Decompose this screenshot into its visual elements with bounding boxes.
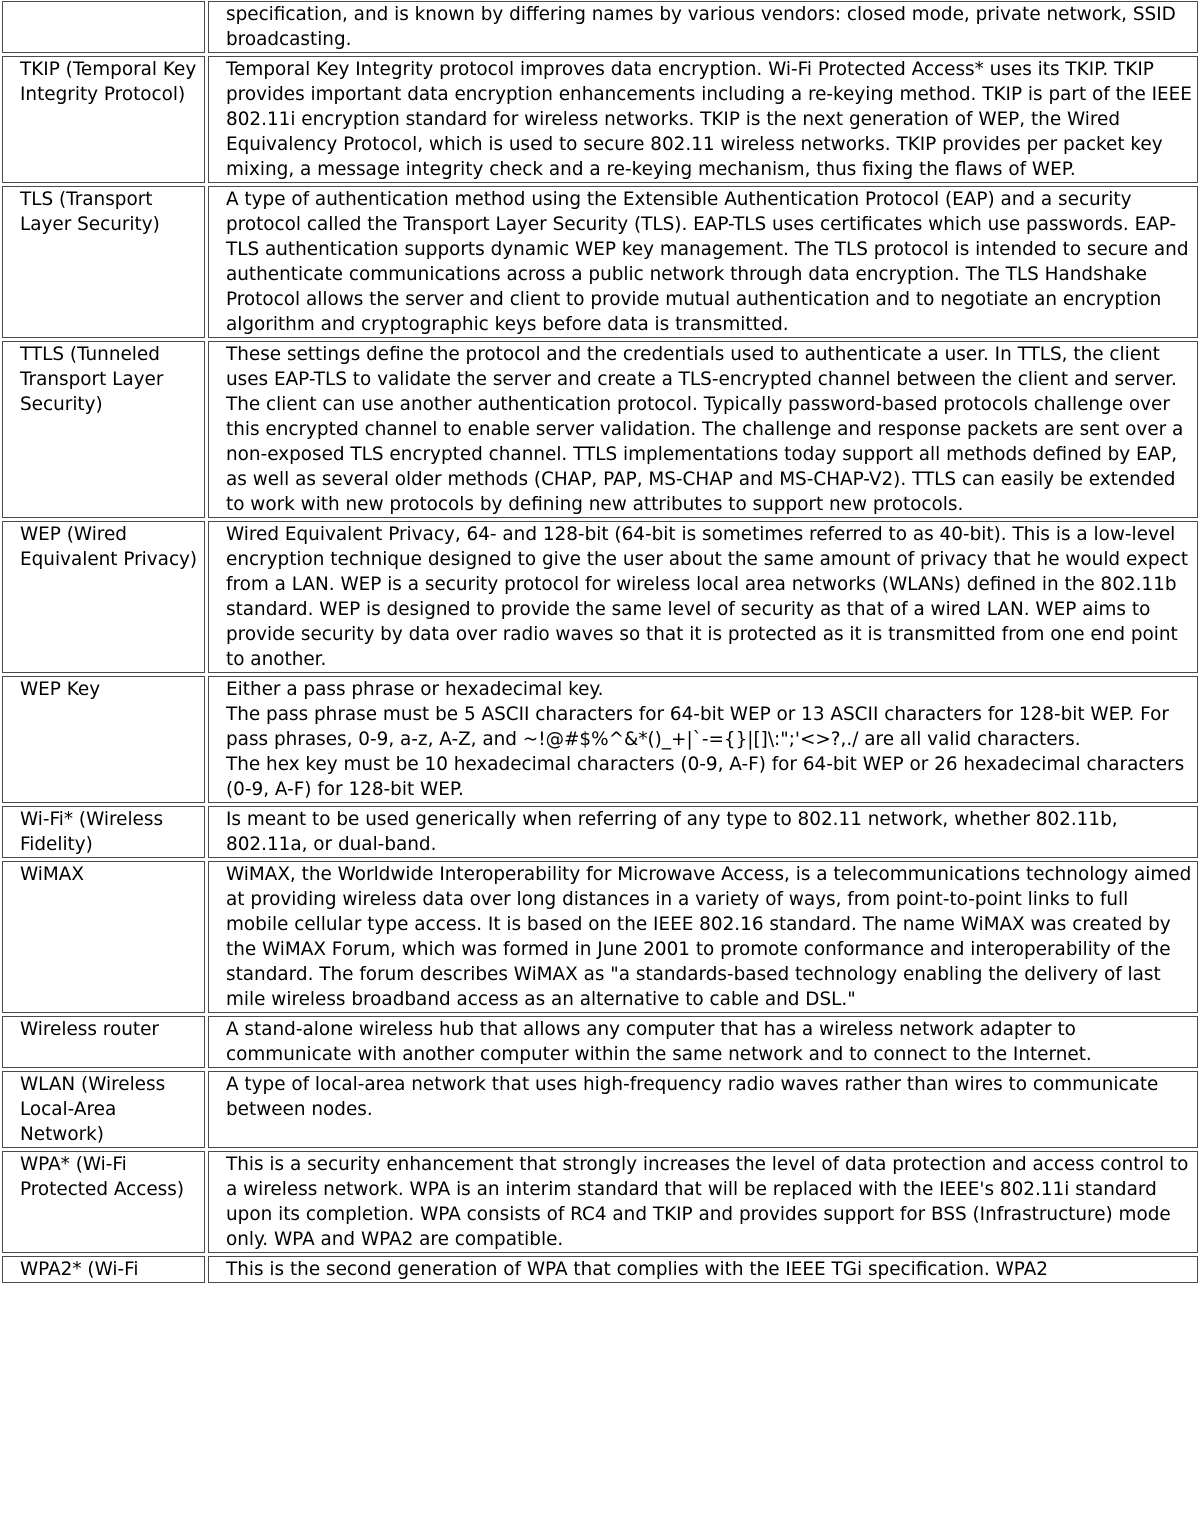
term-cell: TLS (Transport Layer Security) [2, 186, 205, 338]
term-cell: TTLS (Tunneled Transport Layer Security) [2, 341, 205, 518]
table-row [2, 1, 1198, 53]
definition-cell: These settings define the protocol and the credentials used to authenticate a user. In TTLS, the client uses EAP-TLS to validate the server and create a TLS-encrypted channel between the client and server. The client can use another authentication protocol. Typically password-based protocols challenge over this encrypted channel to enable server validation. The challenge and response packets are sent over a non-exposed TLS encrypted channel. TTLS implementations today support all methods defined by EAP, as well as several older methods (CHAP, PAP, MS-CHAP and MS-CHAP-V2). TTLS can easily be extended to work with new protocols by defining new attributes to support new protocols. [208, 341, 1198, 518]
table-row [2, 1151, 1198, 1253]
definition-cell: WiMAX, the Worldwide Interoperability for Microwave Access, is a telecommunications technology aimed at providing wireless data over long distances in a variety of ways, from point-to-point links to full mobile cellular type access. It is based on the IEEE 802.16 standard. The name WiMAX was created by the WiMAX Forum, which was formed in June 2001 to promote conformance and interoperability of the standard. The forum describes WiMAX as "a standards-based technology enabling the delivery of last mile wireless broadband access as an alternative to cable and DSL." [208, 861, 1198, 1013]
term-cell: WEP Key [2, 676, 205, 803]
definition-cell: Wired Equivalent Privacy, 64- and 128-bit (64-bit is sometimes referred to as 40-bit). This is a low-level encryption technique designed to give the user about the same amount of privacy that he would expect from a LAN. WEP is a security protocol for wireless local area networks (WLANs) defined in the 802.11b standard. WEP is designed to provide the same level of security as that of a wired LAN. WEP aims to provide security by data over radio waves so that it is protected as it is transmitted from one end point to another. [208, 521, 1198, 673]
definition-cell: specification, and is known by differing names by various vendors: closed mode, private network, SSID broadcasting. [208, 1, 1198, 53]
definition-cell: Is meant to be used generically when referring of any type to 802.11 network, whether 802.11b, 802.11a, or dual-band. [208, 806, 1198, 858]
definition-cell: A type of authentication method using the Extensible Authentication Protocol (EAP) and a security protocol called the Transport Layer Security (TLS). EAP-TLS uses certificates which use passwords. EAP-TLS authentication supports dynamic WEP key management. The TLS protocol is intended to secure and authenticate communications across a public network through data encryption. The TLS Handshake Protocol allows the server and client to provide mutual authentication and to negotiate an encryption algorithm and cryptographic keys before data is transmitted. [208, 186, 1198, 338]
term-cell: Wireless router [2, 1016, 205, 1068]
term-cell: WPA* (Wi-Fi Protected Access) [2, 1151, 205, 1253]
table-row [2, 341, 1198, 518]
table-row [2, 521, 1198, 673]
definition-line: Either a pass phrase or hexadecimal key. [226, 679, 604, 700]
definition-line: The hex key must be 10 hexadecimal characters (0-9, A-F) for 64-bit WEP or 26 hexadecimal characters (0-9, A-F) for 128-bit WEP. [226, 754, 1185, 800]
table-row [2, 676, 1198, 803]
table-row [2, 806, 1198, 858]
term-cell: TKIP (Temporal Key Integrity Protocol) [2, 56, 205, 183]
table-row [2, 861, 1198, 1013]
definition-cell: This is a security enhancement that strongly increases the level of data protection and access control to a wireless network. WPA is an interim standard that will be replaced with the IEEE's 802.11i standard upon its completion. WPA consists of RC4 and TKIP and provides support for BSS (Infrastructure) mode only. WPA and WPA2 are compatible. [208, 1151, 1198, 1253]
definition-cell: This is the second generation of WPA that complies with the IEEE TGi specification. WPA2 [208, 1256, 1198, 1283]
table-row [2, 1071, 1198, 1148]
definition-cell: Temporal Key Integrity protocol improves data encryption. Wi-Fi Protected Access* uses its TKIP. TKIP provides important data encryption enhancements including a re-keying method. TKIP is part of the IEEE 802.11i encryption standard for wireless networks. TKIP is the next generation of WEP, the Wired Equivalency Protocol, which is used to secure 802.11 wireless networks. TKIP provides per packet key mixing, a message integrity check and a re-keying mechanism, thus fixing the flaws of WEP. [208, 56, 1198, 183]
definition-cell: A stand-alone wireless hub that allows any computer that has a wireless network adapter to communicate with another computer within the same network and to connect to the Internet. [208, 1016, 1198, 1068]
term-cell: WLAN (Wireless Local-Area Network) [2, 1071, 205, 1148]
table-row [2, 56, 1198, 183]
table-row [2, 1016, 1198, 1068]
term-cell: Wi-Fi* (Wireless Fidelity) [2, 806, 205, 858]
definition-line: The pass phrase must be 5 ASCII characters for 64-bit WEP or 13 ASCII characters for 128-bit WEP. For pass phrases, 0-9, a-z, A-Z, and ~!@#$%^&*()_+|`-={}|[]\:";'<>?,./ are all valid characters. [226, 704, 1169, 750]
definition-cell: A type of local-area network that uses high-frequency radio waves rather than wires to communicate between nodes. [208, 1071, 1198, 1148]
glossary-table [2, 0, 1198, 1286]
table-row [2, 186, 1198, 338]
term-cell: WEP (Wired Equivalent Privacy) [2, 521, 205, 673]
term-cell: WiMAX [2, 861, 205, 1013]
term-cell: WPA2* (Wi-Fi [2, 1256, 205, 1283]
term-cell [2, 1, 205, 53]
table-row [2, 1256, 1198, 1283]
definition-cell [208, 676, 1198, 803]
